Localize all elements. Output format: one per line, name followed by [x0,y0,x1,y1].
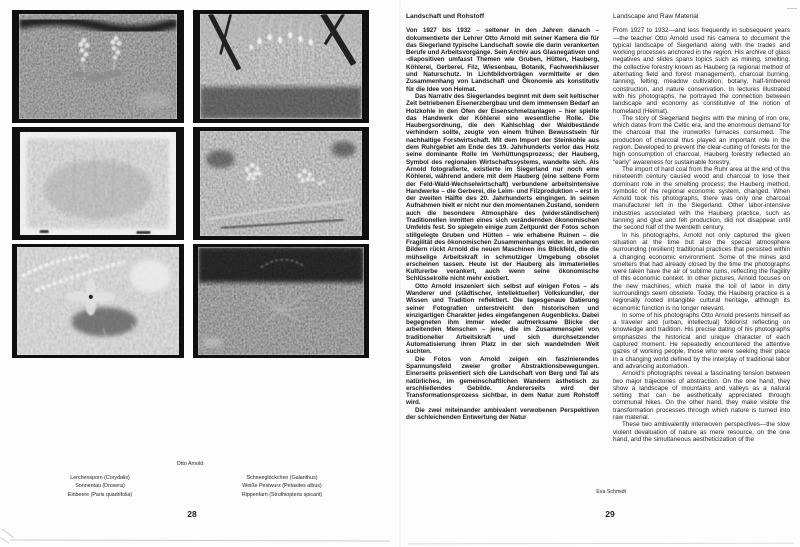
photographer-credit: Otto Arnold [176,461,204,467]
english-title: Landscape and Raw Material [613,13,699,20]
page-number-29: 29 [605,509,615,519]
book-fold [399,0,401,547]
caption-struthiopteris: Rippenfarn (Struthiopteris spicant) [241,491,323,498]
petasites-white-flowers-photo [200,131,362,236]
caption-column-left [30,474,170,499]
english-paragraph-7: These two ambivalently interwoven perspectives—the slow violent devaluation of nature as mere resource, on the one hand, and the simultaneous aestheticization of the [613,421,790,443]
corydalis-plant-photo [19,14,177,119]
page-edge-top-right [787,8,797,9]
page-edge-corner-2 [0,537,9,543]
author-name: Eva Schmidt [596,489,626,495]
page-edge-bottom-left [10,540,390,542]
german-paragraph-1: Von 1927 bis 1932 – seltener in den Jahren danach – dokumentierte der Lehrer Otto Arnold mit seiner Kamera die für das Siegerland typische Landschaft sowie die darin verankerten Berufe und Arbeitsvorgänge. Sein Archiv aus Glasnegativen und -diapositiven umfasst Themen wie Gruben, Hütten, Hauberg, Köhlerei, Gerberei, Filz, Wiesenbau, Botanik, Fachwerkhäuser und Naturschutz. In Lichtbildvorträgen vermittelte er den Zusammenhang von Landschaft und Ökonomie als konstitutiv für die Idee von Heimat. [406,27,599,93]
english-text-column [613,13,790,443]
english-paragraph-2: The story of Siegerland begins with the mining of iron ore, which dates from the Celtic era, and the enormous demand for the charcoal that the ironworks furnaces consumed. The production of charcoal thus played an important role in the region. Developed to prevent the clear-cutting of forests for the high consumption of charcoal, Hauberg forestry reflected an “early” awareness for sustainable forestry. [613,114,790,166]
caption-petasites: Weiße Pestwurz (Petasites albus) [242,483,322,490]
photo-frame-corydalis [12,10,184,123]
english-paragraph-4: In his photographs, Arnold not only captured the given situation at the time but also the special atmosphere surrounding (resilient) traditional practices that persisted within a changing economic environment. Some of the mines and smelters that had already closed by the time the photographs were taken have the air of sublime ruins, reflecting the fragility of this economic context. In other pictures, Arnold focuses on the new machines, which make the toil of labor in dirty surroundings seem obsolete. Today, the Hauberg practice is a regionally rooted intangible cultural heritage, although its economic function is no longer relevant. [613,231,790,312]
page-edge-bottom-right [408,543,794,545]
caption-drosera: Sonnentau (Drosera) [75,483,125,490]
german-paragraph-3: Otto Arnold inszeniert sich selbst auf einigen Fotos – als Wanderer und (städtischer, intellektueller) Volkskundler, der Wissen und Tradition reflektiert. Die tagesgenaue Datierung seiner Fotografien unterstreicht den historischen und einzigartigen Charakter jedes eingefangenen Augenblicks. Dabei begegneten ihm immer wieder aufmerksame Blicke der arbeitenden Menschen – jene, die im Zusammenspiel von traditioneller Arbeitskraft und sich durchsetzender Automatisierung ihren Platz in der sich wandelnden Welt suchten. [406,282,599,356]
page-edge-corner-1 [2,529,14,538]
english-paragraph-6: Arnold's photographs reveal a fascinating tension between two major trajectories of abstraction. On the one hand, they show a landscape of mountains and valleys as a natural setting that can be aesthetically appreciated through communal hikes. On the other hand, they make visible the transformation processes through which nature is turned into raw material. [613,370,790,422]
galanthus-snowdrops-photo [200,14,362,119]
photo-frame-petasites [193,127,369,240]
german-paragraph-5: Die zwei miteinander ambivalent verwobenen Perspektiven der schleichenden Entwertung der Natur [406,406,599,422]
photo-frame-galanthus [193,10,369,123]
english-paragraph-5: In some of his photographs Otto Arnold presents himself as a traveler and (urban, intellectual) folklorist reflecting on knowledge and tradition. His precise dating of his photographs emphasizes the historical and unique character of each captured moment. He repeatedly encountered the attentive gazes of working people, those who were seeking their place in a changing world defined by the interplay of traditional labor and advancing automation. [613,311,790,370]
german-text-column [406,13,599,421]
photo-frame-drosera [12,127,184,240]
photo-frame-paris [12,244,184,358]
english-paragraph-1: From 1927 to 1932—and less frequently in subsequent years—the teacher Otto Arnold used his camera to document the typical landscape of Siegerland along with the trades and working processes anchored in the region. His archive of glass negatives and slides spans topics such as mining, smelting, the collective forestry known as Hauberg (a regional method of alternating field and forest management), charcoal burning, tanning, felting, meadow cultivation, botany, half-timbered construction, and nature conservation. In lectures illustrated with his photographs, he portrayed the connection between landscape and economy as constitutive of the notion of homeland (Heimat). [613,27,790,115]
drosera-hazy-meadow-photo [20,132,176,235]
caption-column-right [212,474,352,499]
english-paragraph-3: The import of hard coal from the Ruhr area at the end of the nineteenth century caused wood and charcoal to lose their dominant role in the smelting process; the Hauberg method, symbolic of the regional economic system, changed. When Arnold took his photographs, there was only one charcoal manufacturer left in the Siegerland. Other labor-intensive industries associated with the Hauberg practice, such as tanning and glue and felt production, did not disappear until the second half of the twentieth century. [613,165,790,232]
caption-paris: Einbeere (Paris quadrifolia) [67,491,133,498]
struthiopteris-dark-ferns-photo [198,247,364,355]
german-paragraph-4: Die Fotos von Arnold zeigen ein faszinierendes Spannungsfeld zweier großer Abstraktionsbewegungen. Einerseits präsentiert sich die Landschaft von Berg und Tal als natürliches, im gemeinschaftlichen Wandern ästhetisch zu erschließendes Gebilde. Andererseits wird der Transformationsprozess sichtbar, in dem Natur zum Rohstoff wird. [406,355,599,407]
caption-corydalis: Lerchensporn (Corydalis) [70,475,130,481]
paris-quadrifolia-ferns-photo [17,247,179,355]
page-number-28: 28 [187,509,197,519]
caption-galanthus: Schneeglöckchen (Galanthus) [246,475,318,481]
german-paragraph-2: Das Narrativ des Siegerlandes beginnt mit dem seit keltischer Zeit betriebenen Eisenerzbergbau und dem immensen Bedarf an Holzkohle in den Öfen der Eisenschmelzanlagen – hier spielte das Handwerk der Köhlerei eine wesentliche Rolle. Die Haubergsordnung, die den Kahlschlag der Waldbestände verhindern sollte, zeugte von einem frühen Bewusstsein für nachhaltige Forstwirtschaft. Mit dem Import der Steinkohle aus dem Ruhrgebiet am Ende des 19. Jahrhunderts verlor das Holz seine dominante Rolle im Verhüttungsprozess; der Hauberg, Symbol des regionalen Wirtschaftssystems, wandelte sich. Als Arnold fotografierte, existierte im Siegerland nur noch eine Köhlerei, während andere mit dem Hauberg (eine seltene Form der Feld-Wald-Wechselwirtschaft) verbundene arbeitsintensive Handwerke – die Gerberei, die Leim- und Filzproduktion – erst in der zweiten Hälfte des 20. Jahrhunderts eingingen. In seinen Aufnahmen hielt er nicht nur den momentanen Zustand, sondern auch die besondere Atmosphäre des (widerständischen) Traditionellen inmitten eines sich verändernden ökonomischen Umfelds fest. So spiegeln einige zum Zeitpunkt der Fotos schon stillgelegte Gruben und Hütten – wie erhabene Ruinen – die Fragilität des ökonomischen Zusammenhangs wider. In anderen Bildern rückt Arnold die neuen Maschinen ins Blickfeld, die die mühselige Arbeitskraft in schmutziger Umgebung obsolet erscheinen lassen. Heute ist der Hauberg als immaterielles Kulturerbe verankert, auch wenn seine ökonomische Schlüsselrolle nicht mehr existiert. [406,92,599,283]
photo-frame-struthiopteris [193,244,369,358]
german-title: Landschaft und Rohstoff [406,13,485,20]
